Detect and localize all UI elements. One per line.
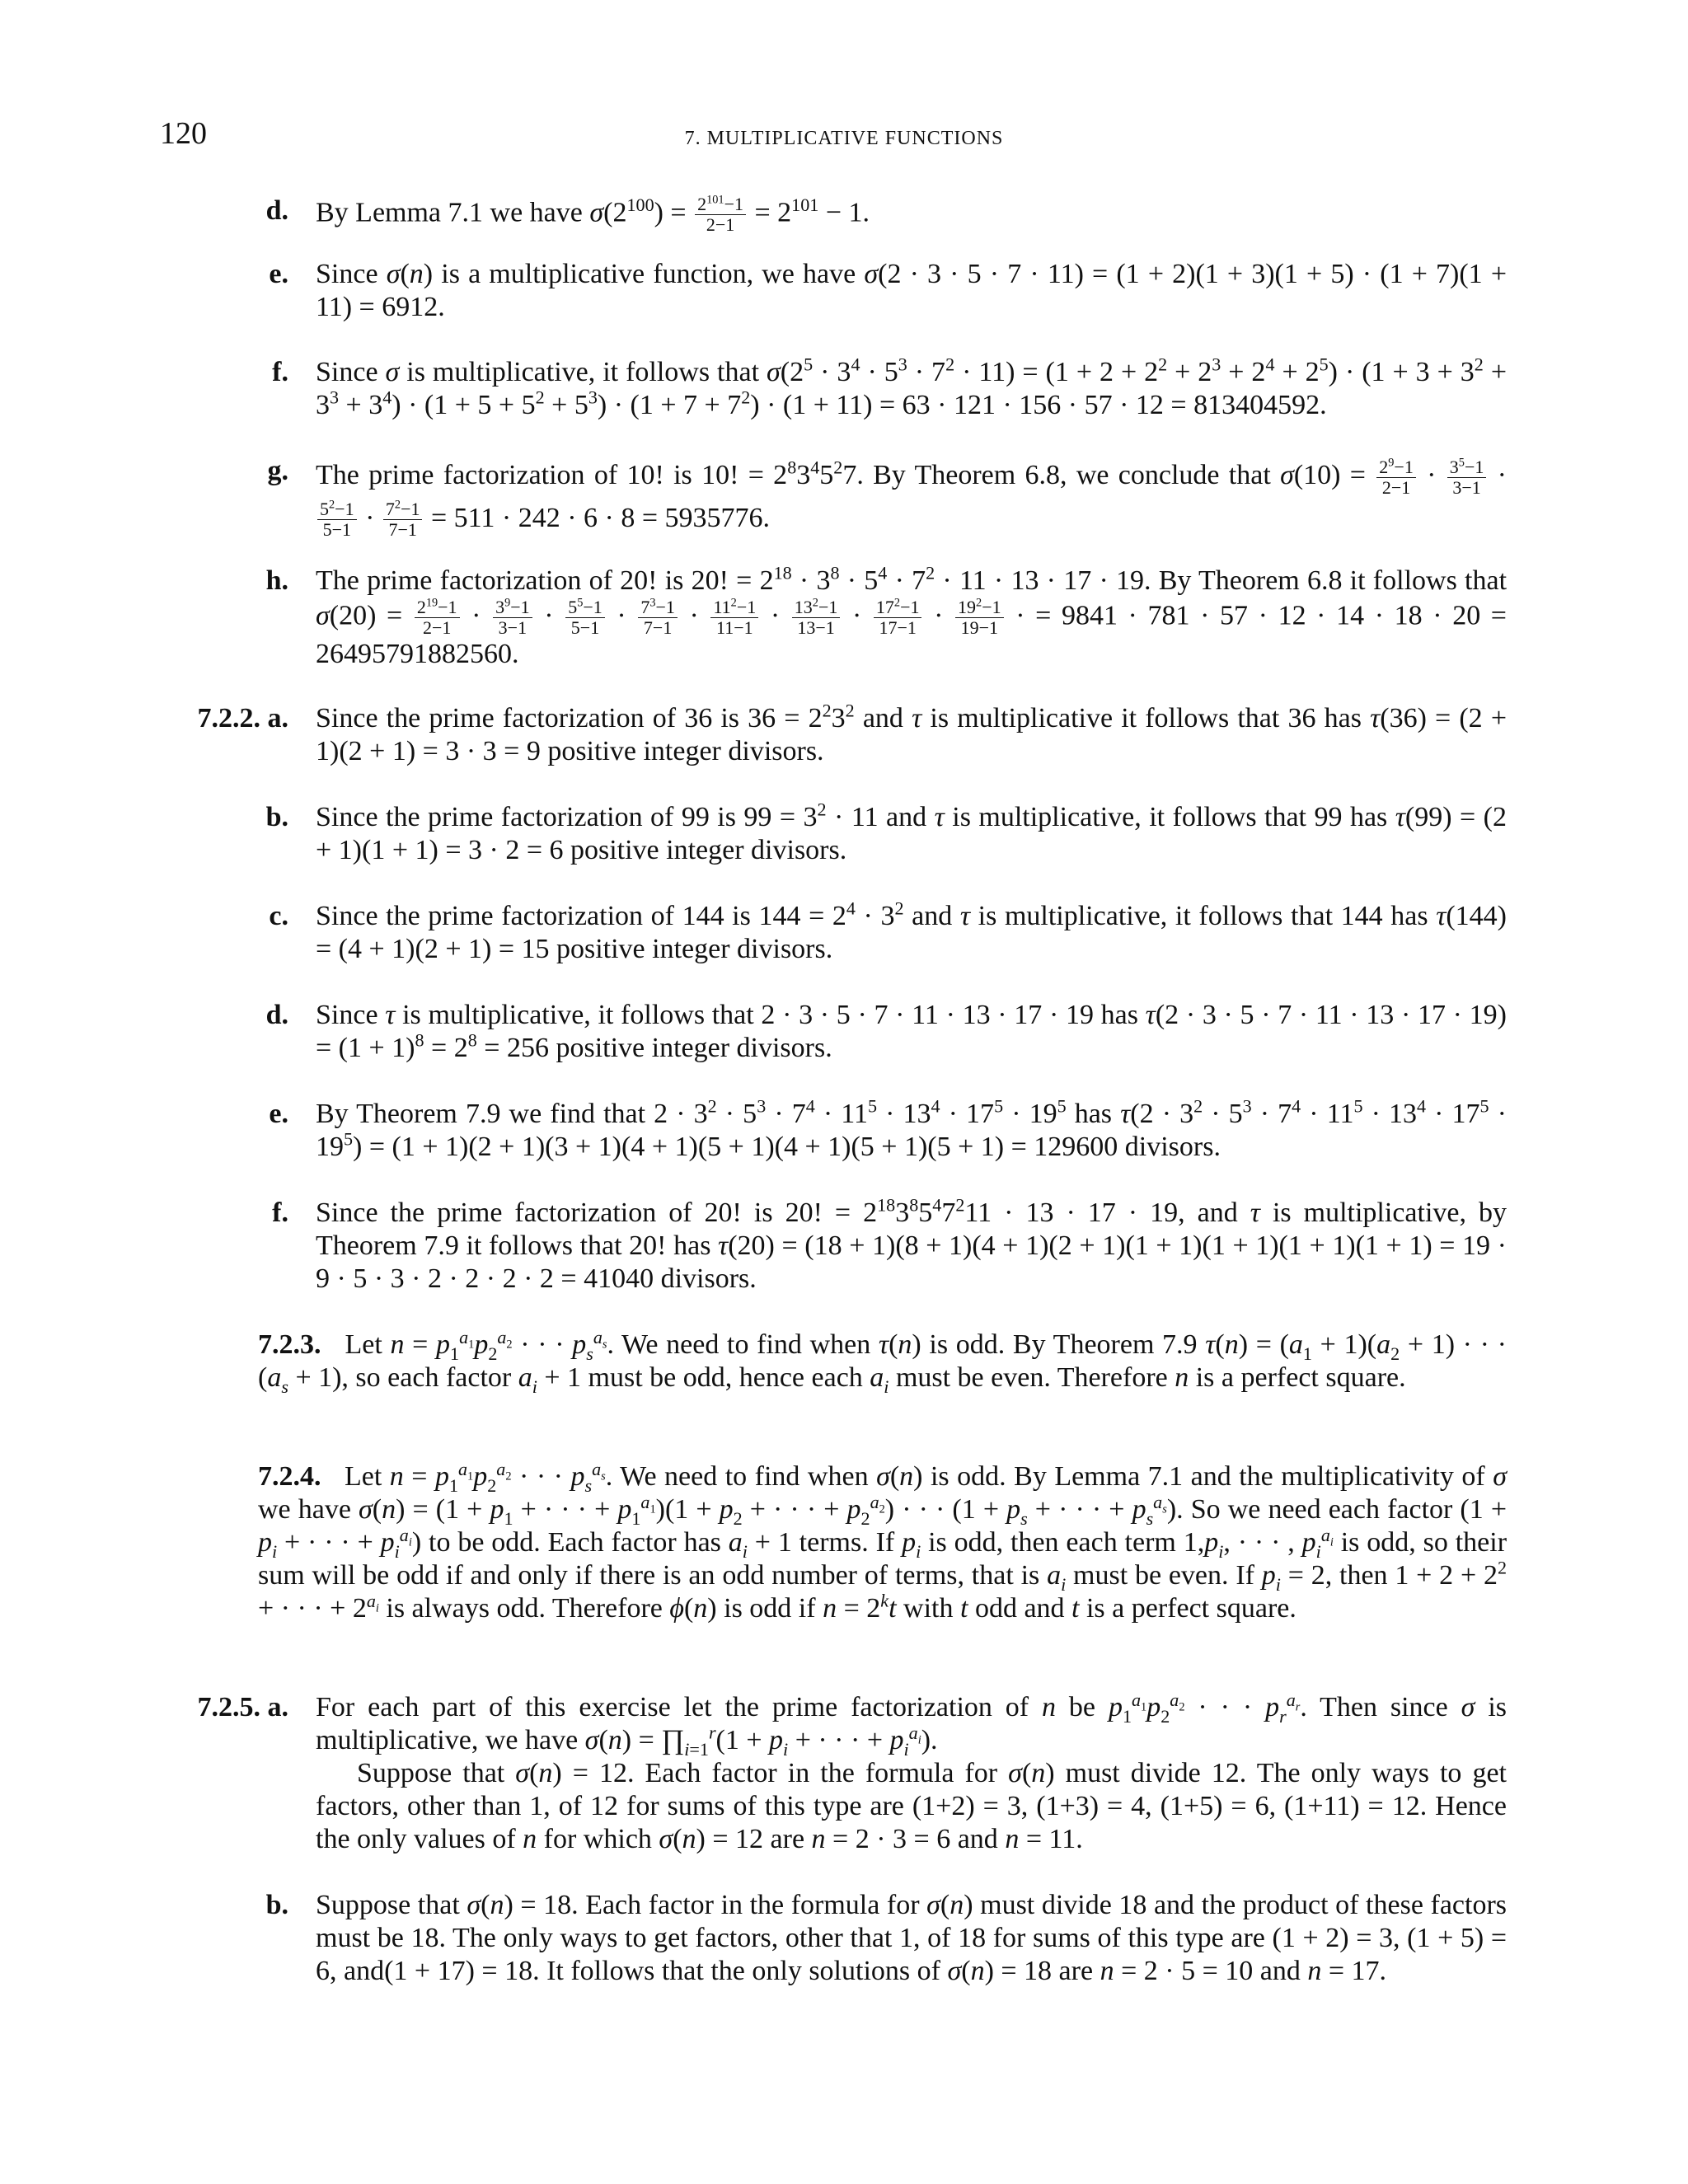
page-number: 120 — [160, 116, 207, 151]
item-text: Since the prime factorization of 99 is $99 = 3^2 \cdot 11$ and τ is multiplicative, it follows that 99 has τ(99) = (2 + 1)(1 + 1) = 3 · 2 = 6 positive integer divisors. — [316, 799, 1507, 865]
running-head: 7. MULTIPLICATIVE FUNCTIONS — [684, 128, 1004, 149]
item-label: c. — [269, 901, 288, 931]
item-label: b. — [265, 802, 288, 832]
item-label: d. — [265, 195, 288, 226]
item-label: 7.2.5. a. — [197, 1692, 288, 1722]
item-text: By Lemma 7.1 we have $\sigma(2^{100})$ = $\frac{2^{101}-1}{2-1}$ = $2^{101} - 1$. — [316, 193, 870, 235]
item-label: f. — [272, 357, 288, 387]
item-text: 7.2.3. Let $n = p_1^{a_1}p_2^{a_2}$ · · · $p_s^{a_s}$. We need to find when τ(n) is odd. By Theorem 7.9 $\tau(n) = (a_1 + 1)(a_2 + 1)$ · · · $(a_s + 1)$, so each factor $a_i + 1$ must be odd, hence each $a_i$ must be even. Therefore n is a perfect square. — [258, 1326, 1507, 1397]
item-text: Since σ(n) is a multiplicative function, we have σ(2 · 3 · 5 · 7 · 11) = (1 + 2)(1 + 3)(1 + 5) · (1 + 7)(1 + 11) = 6912. — [316, 259, 1507, 322]
item-text: By Theorem 7.9 we find that $2 \cdot 3^2 \cdot 5^3 \cdot 7^4 \cdot 11^5 \cdot 13^4 \cdot 17^5 \cdot 19^5$ has $\tau(2 \cdot 3^2 \cdot 5^3 \cdot 7^4 \cdot 11^5 \cdot 13^4 \cdot 17^5 \cdot 19^5) = (1 + 1)(2 + 1)(3 + 1)(4 + 1)(5 + 1)(4 + 1)(5 + 1)(5 + 1) = 129600$ divisors. — [316, 1095, 1507, 1162]
item-text: Since τ is multiplicative, it follows that 2 · 3 · 5 · 7 · 11 · 13 · 17 · 19 has $\tau(2 \cdot 3 \cdot 5 \cdot 7 \cdot 11 \cdot 13 \cdot 17 \cdot 19) = (1 + 1)^8 = 2^8 = 256$ positive integer divisors. — [316, 1000, 1507, 1063]
item-label: f. — [272, 1197, 288, 1228]
item-text: The prime factorization of 10! is 10! = $2^83^45^27$. By Theorem 6.8, we conclude that σ(10) = $\frac{2^9-1}{2-1}$ · $\frac{3^5-1}{3-1}$ · $\frac{5^2-1}{5-1}$ · $\frac{7^2-1}{7-1}$ = 511 · 242 · 6 · 8 = 5935776. — [316, 456, 1507, 541]
item-label: 7.2.3. — [258, 1329, 321, 1360]
item-text: The prime factorization of 20! is 20! = $2^{18} \cdot 3^8 \cdot 5^4 \cdot 7^2 \cdot 11 \cdot 13 \cdot 17 \cdot 19$. By Theorem 6.8 it follows that σ(20) = $\frac{2^{19}-1}{2-1}$ · $\frac{3^9-1}{3-1}$ · $\frac{5^5-1}{5-1}$ · $\frac{7^3-1}{7-1}$ · $\frac{11^2-1}{11-1}$ · $\frac{13^2-1}{13-1}$ · $\frac{17^2-1}{17-1}$ · $\frac{19^2-1}{19-1}$ · = 9841 · 781 · 57 · 12 · 14 · 18 · 20 = 26495791882560. — [316, 562, 1507, 669]
item-label: 7.2.4. — [258, 1461, 321, 1492]
item-text: Since σ is multiplicative, it follows that $\sigma(2^5 \cdot 3^4 \cdot 5^3 \cdot 7^2 \cdot 11) = (1 + 2 + 2^2 + 2^3 + 2^4 + 2^5) \cdot (1 + 3 + 3^2 + 3^3 + 3^4) \cdot (1 + 5 + 5^2 + 5^3) \cdot (1 + 7 + 7^2) \cdot (1 + 11) = 63 \cdot 121 \cdot 156 \cdot 57 \cdot 12 = 813404592$. — [316, 354, 1507, 420]
item-label: e. — [269, 1099, 288, 1129]
item-label: e. — [269, 259, 288, 289]
item-text: 7.2.4. Let $n = p_1^{a_1}p_2^{a_2}$ · · · $p_s^{a_s}$. We need to find when σ(n) is odd. By Lemma 7.1 and the multiplicativity of σ we have $\sigma(n) = (1 + p_1$ + · · · + $p_1^{a_1})(1 + p_2$ + · · · + $p_2^{a_2}$) · · · ($1 + p_s$ + · · · + $p_s^{a_s}$). So we need each factor ($1 + p_i$ + · · · + $p_i^{a_i}$) to be odd. Each factor has $a_i + 1$ terms. If $p_i$ is odd, then each term $1,p_i$, · · · , $p_i^{a_i}$ is odd, so their sum will be odd if and only if there is an odd number of terms, that is $a_i$ must be even. If $p_i = 2$, then $1 + 2 + 2^2$ + · · · + $2^{a_i}$ is always odd. Therefore ϕ(n) is odd if $n = 2^kt$ with t odd and t is a perfect square. — [258, 1458, 1507, 1624]
item-text: Since the prime factorization of 144 is $144 = 2^4 \cdot 3^2$ and τ is multiplicative, it follows that 144 has τ(144) = (4 + 1)(2 + 1) = 15 positive integer divisors. — [316, 898, 1507, 964]
item-text: For each part of this exercise let the prime factorization of n be $p_1^{a_1}p_2^{a_2}$ · · · $p_r^{a_r}$. Then since σ is multiplicative, we have $\sigma(n) = \prod_{i=1}^r(1 + p_i$ + · · · + $p_i^{a_i}$). Suppose that σ(n) = 12. Each factor in the formula for σ(n) must divide 12. The only ways to get factors, other than 1, of 12 for sums of this type are (1+2) = 3, (1+3) = 4, (1+5) = 6, (1+11) = 12. Hence the only values of n for which σ(n) = 12 are n = 2 · 3 = 6 and n = 11. — [316, 1689, 1507, 1854]
item-label: 7.2.2. a. — [197, 703, 288, 733]
item-label: b. — [265, 1890, 288, 1920]
item-text: Suppose that σ(n) = 18. Each factor in the formula for σ(n) must divide 18 and the product of these factors must be 18. The only ways to get factors, other that 1, of 18 for sums of this type are (1 + 2) = 3, (1 + 5) = 6, and(1 + 17) = 18. It follows that the only solutions of σ(n) = 18 are n = 2 · 5 = 10 and n = 17. — [316, 1890, 1507, 1986]
item-text: Since the prime factorization of 36 is $36 = 2^23^2$ and τ is multiplicative it follows that 36 has τ(36) = (2 + 1)(2 + 1) = 3 · 3 = 9 positive integer divisors. — [316, 700, 1507, 766]
item-label: d. — [265, 1000, 288, 1030]
item-label: h. — [265, 565, 288, 596]
item-text: Since the prime factorization of 20! is 20! = $2^{18}3^85^47^211 \cdot 13 \cdot 17 \cdot 19$, and τ is multiplicative, by Theorem 7.9 it follows that 20! has τ(20) = (18 + 1)(8 + 1)(4 + 1)(2 + 1)(1 + 1)(1 + 1)(1 + 1)(1 + 1) = 19 · 9 · 5 · 3 · 2 · 2 · 2 · 2 = 41040 divisors. — [316, 1194, 1507, 1294]
item-label: g. — [267, 456, 288, 486]
